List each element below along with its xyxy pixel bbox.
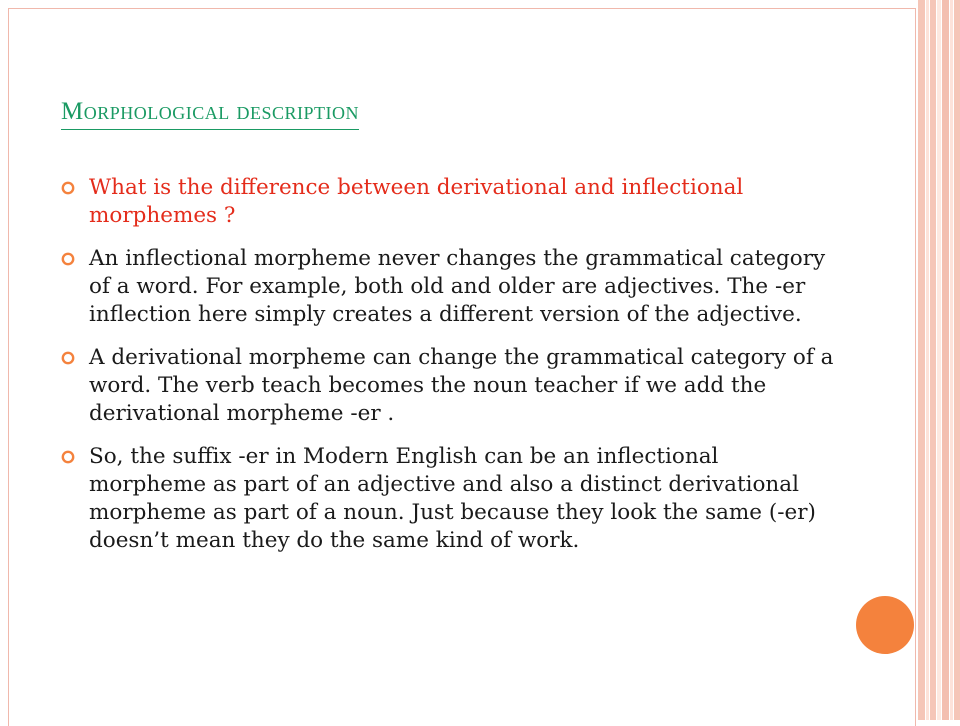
- bullet-text: An inflectional morpheme never changes the grammatical category of a word. For example, both old and older are adjectives. The -er inflection here simply creates a different version of the adjective.: [89, 246, 826, 327]
- circle-bullet-icon: [60, 180, 76, 196]
- circle-bullet-icon: [60, 449, 76, 465]
- circle-bullet-icon: [60, 350, 76, 366]
- bullet-item: [60, 174, 840, 230]
- bullet-item: [60, 245, 840, 329]
- bullet-item: [60, 344, 840, 428]
- bullet-text: What is the difference between derivational and inflectional morphemes ?: [89, 175, 744, 228]
- slide-title: Morphological description: [61, 98, 359, 130]
- bullet-list: [60, 174, 840, 570]
- slide-title-container: [61, 98, 359, 126]
- circle-bullet-icon: [60, 251, 76, 267]
- bullet-text: So, the suffix -er in Modern English can be an inflectional morpheme as part of an adjective and also a distinct derivational morpheme as part of a noun. Just because they look the same (-er) doesn’t mean they do the same kind of work.: [89, 444, 816, 553]
- accent-circle-decoration: [856, 596, 914, 654]
- bullet-text: A derivational morpheme can change the grammatical category of a word. The verb teach becomes the noun teacher if we add the derivational morpheme -er .: [89, 345, 834, 426]
- bullet-item: [60, 443, 840, 555]
